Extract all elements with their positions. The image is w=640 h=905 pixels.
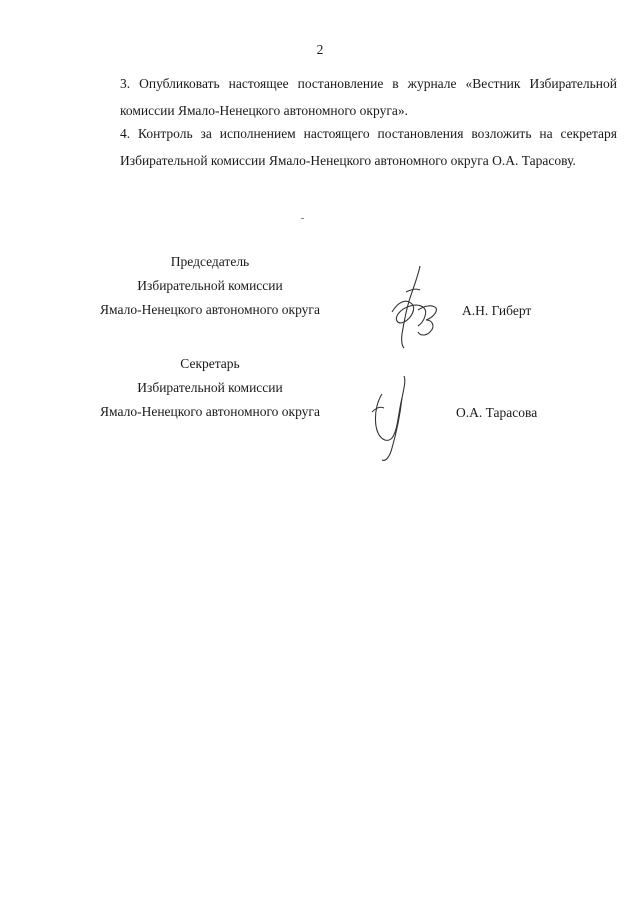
- secretary-title-block: [60, 352, 360, 424]
- secretary-title-line: Избирательной комиссии: [137, 380, 283, 395]
- secretary-title-line: Секретарь: [180, 356, 240, 371]
- chair-title-line: Председатель: [170, 254, 250, 269]
- chair-title-line: Избирательной комиссии: [137, 278, 283, 293]
- chair-title-line: Ямало-Ненецкого автономного округа: [100, 302, 320, 317]
- paragraph-item-3: 3. Опубликовать настоящее постановление в журнале «Вестник Избирательной комиссии Ямало-Ненецкого автономного округа».: [120, 76, 617, 118]
- secretary-name: О.А. Тарасова: [456, 405, 538, 420]
- chair-handwritten-signature: [384, 262, 446, 352]
- secretary-title-line: Ямало-Ненецкого автономного округа: [100, 404, 320, 419]
- paragraph-item-4: 4. Контроль за исполнением настоящего постановления возложить на секретаря Избирательной комиссии Ямало-Ненецкого автономного округа О.А. Тарасову.: [120, 126, 617, 168]
- chair-name: А.Н. Гиберт: [462, 303, 532, 318]
- page-number: 2: [316, 42, 324, 57]
- stray-mark: [301, 218, 304, 219]
- chair-title-block: [60, 250, 360, 322]
- secretary-handwritten-signature: [368, 372, 418, 464]
